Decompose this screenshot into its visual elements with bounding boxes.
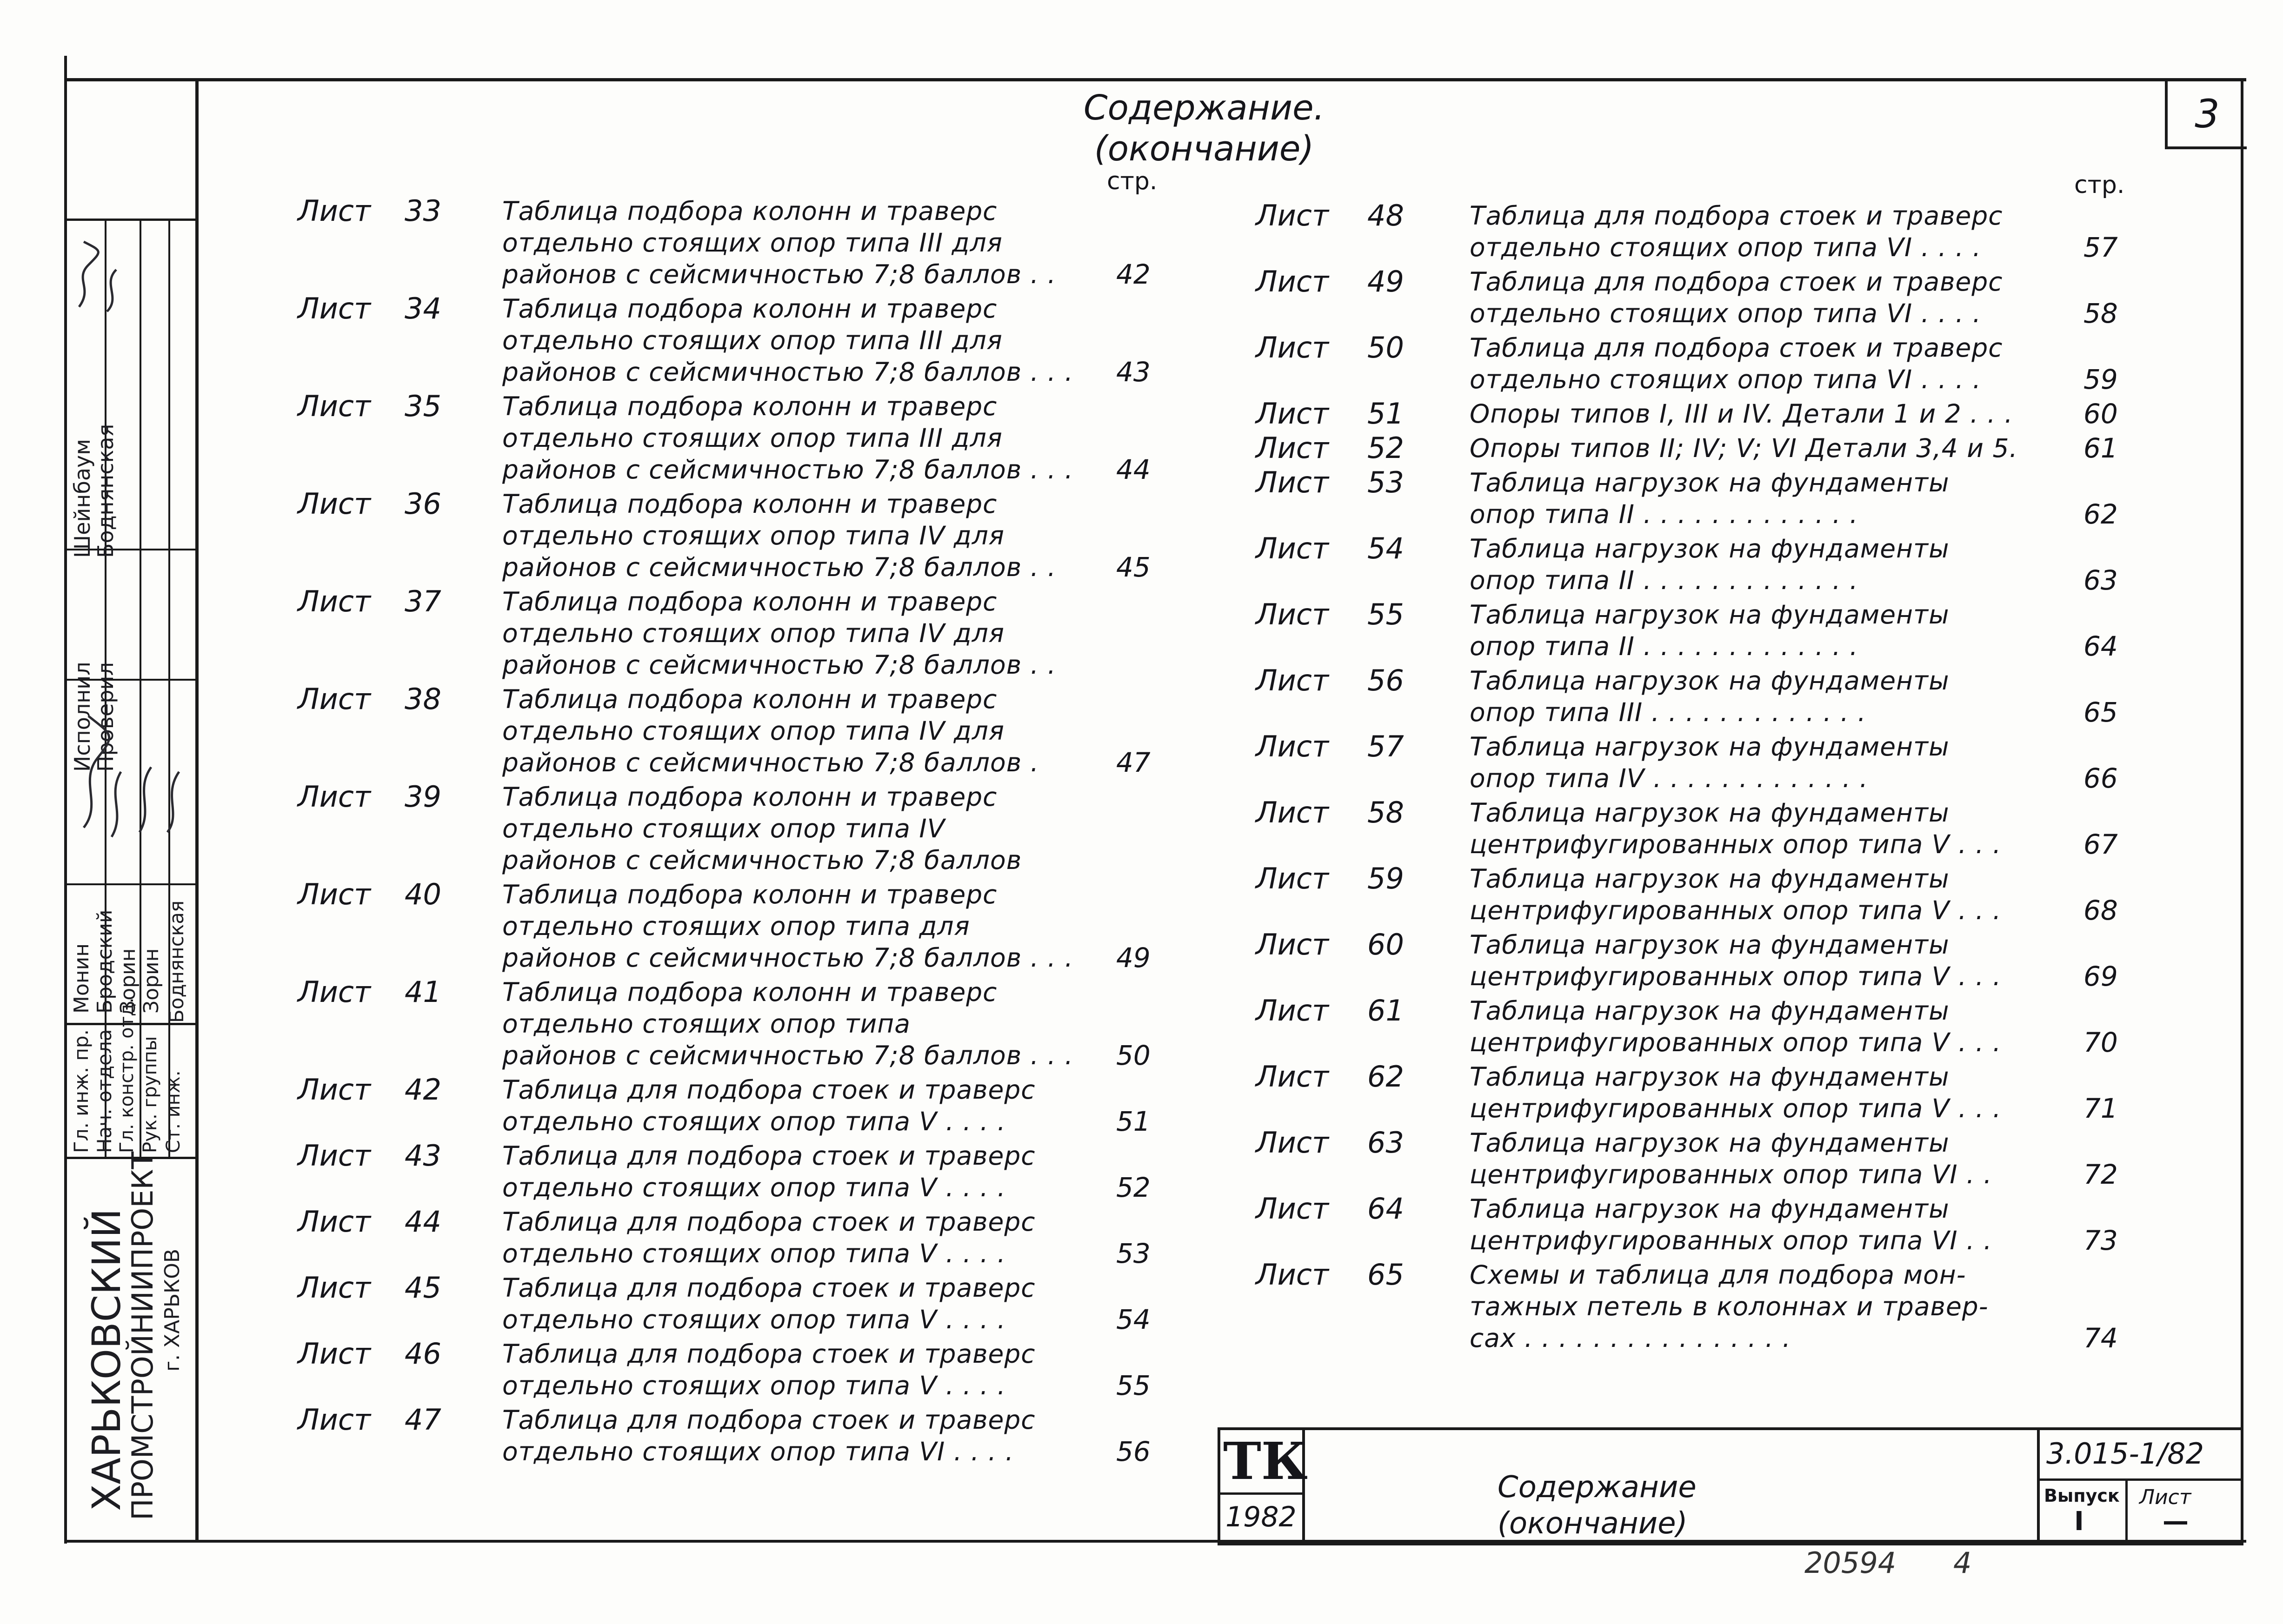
entry-description-line: отдельно стоящих опор типа VI . . . . bbox=[1470, 298, 1982, 328]
entry-description-line: отдельно стоящих опор типа VI . . . . bbox=[502, 1437, 1014, 1466]
entry-label: Лист bbox=[298, 682, 371, 716]
entry-description bbox=[1470, 200, 2003, 263]
entry-description bbox=[502, 1140, 1036, 1203]
entry-sheet-number: 40 bbox=[405, 877, 441, 911]
entry-page-number: 52 bbox=[1116, 1172, 1151, 1203]
stamp-name2-1: Боднянская bbox=[93, 424, 118, 558]
entry-description-line: Таблица подбора колонн и траверс bbox=[502, 782, 998, 812]
entry-page-number: 42 bbox=[1116, 259, 1151, 290]
entry-page-number: 55 bbox=[1116, 1370, 1151, 1401]
entry-description bbox=[1470, 995, 2001, 1058]
stamp-role2-1: Проверил bbox=[93, 662, 118, 772]
entry-label: Лист bbox=[1256, 531, 1329, 565]
entry-sheet-number: 63 bbox=[1367, 1126, 1404, 1160]
entry-description bbox=[502, 586, 1056, 681]
col-label-right: стр. bbox=[2074, 171, 2125, 199]
entry-label: Лист bbox=[1256, 862, 1329, 895]
entry-description-line: Таблица для подбора стоек и траверс bbox=[502, 1339, 1036, 1369]
stamp-name-2: Зорин bbox=[116, 948, 140, 1014]
entry-description bbox=[502, 781, 1022, 876]
entry-description-line: Таблица для подбора стоек и траверс bbox=[1470, 201, 2003, 231]
entry-description bbox=[1470, 863, 2001, 926]
entry-description-line: центрифугированных опор типа V . . . bbox=[1470, 895, 2002, 925]
entry-description bbox=[502, 1338, 1036, 1401]
entry-description bbox=[1470, 665, 1950, 728]
title-block-title bbox=[1498, 1469, 1697, 1542]
entry-description bbox=[502, 195, 1056, 290]
entry-page-number: 45 bbox=[1116, 551, 1151, 583]
stamp-name2-0: Шейнбаум bbox=[70, 439, 95, 558]
entry-sheet-number: 56 bbox=[1367, 663, 1404, 697]
entry-label: Лист bbox=[1256, 431, 1329, 465]
entry-label: Лист bbox=[1256, 928, 1329, 961]
entry-description-line: опор типа II . . . . . . . . . . . . . bbox=[1470, 499, 1858, 529]
entry-label: Лист bbox=[1256, 265, 1329, 298]
entry-description-line: Таблица нагрузок на фундаменты bbox=[1470, 864, 1950, 894]
entry-page-number: 50 bbox=[1116, 1040, 1151, 1071]
entry-page-number: 70 bbox=[2083, 1027, 2118, 1058]
tb-divider-2 bbox=[2037, 1427, 2040, 1543]
year: 1982 bbox=[1225, 1501, 1297, 1533]
entry-page-number: 60 bbox=[2083, 398, 2118, 430]
stamp-name-0: Монин bbox=[70, 943, 93, 1014]
entry-page-number: 61 bbox=[2083, 432, 2118, 464]
signature-marks bbox=[65, 223, 195, 874]
archive-number: 20594 bbox=[1804, 1546, 1897, 1580]
entry-page-number: 68 bbox=[2083, 895, 2118, 926]
entry-sheet-number: 43 bbox=[405, 1139, 441, 1173]
entry-sheet-number: 42 bbox=[405, 1073, 441, 1107]
entry-label: Лист bbox=[298, 1139, 371, 1173]
series-code: ТК bbox=[1223, 1431, 1308, 1491]
entry-description bbox=[502, 879, 1073, 974]
entry-description-line: Таблица подбора колонн и траверс bbox=[502, 196, 998, 226]
entry-label: Лист bbox=[298, 292, 371, 325]
entry-label: Лист bbox=[1256, 729, 1329, 763]
entry-label: Лист bbox=[298, 487, 371, 521]
entry-label: Лист bbox=[1256, 1126, 1329, 1160]
entry-description-line: Таблица подбора колонн и траверс bbox=[502, 880, 998, 909]
entry-description-line: Таблица для подбора стоек и траверс bbox=[502, 1273, 1036, 1303]
entry-description-line: Таблица для подбора стоек и траверс bbox=[502, 1075, 1036, 1105]
entry-description-line: Таблица для подбора стоек и траверс bbox=[502, 1405, 1036, 1435]
entry-label: Лист bbox=[1256, 1258, 1329, 1292]
entry-description-line: районов с сейсмичностью 7;8 баллов . . bbox=[502, 259, 1057, 289]
entry-label: Лист bbox=[298, 1271, 371, 1305]
entry-description bbox=[1470, 332, 2003, 395]
entry-sheet-number: 45 bbox=[405, 1271, 441, 1305]
entry-page-number: 49 bbox=[1116, 942, 1151, 974]
entry-description-line: отдельно стоящих опор типа VI . . . . bbox=[1470, 365, 1982, 394]
entry-description-line: Таблица нагрузок на фундаменты bbox=[1470, 1062, 1950, 1092]
entry-description-line: Таблица нагрузок на фундаменты bbox=[1470, 798, 1950, 828]
page-title bbox=[1084, 87, 1325, 169]
entry-description-line: отдельно стоящих опор типа VI . . . . bbox=[1470, 232, 1982, 262]
tb-divider-3 bbox=[1218, 1492, 1305, 1495]
stamp-name-1: Бродский bbox=[93, 909, 117, 1014]
issue-value: I bbox=[2074, 1506, 2084, 1537]
entry-description-line: центрифугированных опор типа V . . . bbox=[1470, 829, 2002, 859]
entry-description-line: Таблица подбора колонн и траверс bbox=[502, 489, 998, 519]
entry-description bbox=[1470, 533, 1950, 596]
entry-description bbox=[502, 1404, 1036, 1467]
frame-left-inner bbox=[195, 78, 199, 1543]
entry-label: Лист bbox=[298, 1073, 371, 1107]
entry-description-line: Схемы и таблица для подбора мон- bbox=[1470, 1260, 1966, 1290]
entry-description-line: Таблица нагрузок на фундаменты bbox=[1470, 930, 1950, 960]
tb-title-line-2: (окончание) bbox=[1498, 1506, 1688, 1541]
entry-sheet-number: 62 bbox=[1367, 1060, 1404, 1094]
entry-description bbox=[1470, 432, 2018, 464]
entry-description-line: Таблица для подбора стоек и траверс bbox=[1470, 267, 2003, 297]
entry-description-line: районов с сейсмичностью 7;8 баллов bbox=[502, 845, 1022, 875]
entry-description-line: сах . . . . . . . . . . . . . . . . bbox=[1470, 1323, 1791, 1353]
entry-description bbox=[1470, 599, 1950, 662]
entry-description-line: Таблица нагрузок на фундаменты bbox=[1470, 1128, 1950, 1158]
entry-page-number: 64 bbox=[2083, 630, 2118, 662]
stamp-line-h1 bbox=[65, 219, 196, 221]
entry-description-line: центрифугированных опор типа VI . . bbox=[1470, 1226, 1992, 1255]
entry-sheet-number: 49 bbox=[1367, 265, 1404, 298]
entry-page-number: 53 bbox=[1116, 1238, 1151, 1269]
entry-description-line: отдельно стоящих опор типа V . . . . bbox=[502, 1239, 1006, 1268]
entry-sheet-number: 61 bbox=[1367, 994, 1404, 1027]
entry-description-line: районов с сейсмичностью 7;8 баллов . bbox=[502, 748, 1039, 777]
issue-label: Выпуск bbox=[2044, 1485, 2120, 1506]
entry-description bbox=[502, 293, 1073, 388]
entry-sheet-number: 57 bbox=[1367, 729, 1404, 763]
entry-description bbox=[502, 488, 1056, 583]
tb-divider-5 bbox=[2125, 1478, 2128, 1541]
entry-description-line: отдельно стоящих опор типа V . . . . bbox=[502, 1371, 1006, 1400]
entry-description-line: Таблица для подбора стоек и траверс bbox=[502, 1207, 1036, 1237]
entry-page-number: 66 bbox=[2083, 762, 2118, 794]
stamp-line-h5 bbox=[65, 883, 196, 885]
entry-description bbox=[1470, 467, 1950, 530]
entry-page-number: 65 bbox=[2083, 696, 2118, 728]
entry-description-line: тажных петель в колоннах и травер- bbox=[1470, 1292, 1989, 1321]
entry-description-line: Таблица нагрузок на фундаменты bbox=[1470, 468, 1950, 497]
stamp-role2-0: Исполнил bbox=[70, 662, 95, 772]
entry-description-line: Таблица подбора колонн и траверс bbox=[502, 391, 998, 421]
org-name-line3: г. ХАРЬКОВ bbox=[160, 1248, 184, 1372]
title-line-2: (окончание) bbox=[1094, 129, 1314, 169]
entry-sheet-number: 50 bbox=[1367, 331, 1404, 365]
stamp-role-2: Гл. констр. отд. bbox=[116, 997, 138, 1153]
entry-sheet-number: 36 bbox=[405, 487, 441, 521]
entry-label: Лист bbox=[298, 1403, 371, 1437]
entry-description bbox=[502, 1272, 1036, 1335]
entry-description-line: Таблица нагрузок на фундаменты bbox=[1470, 996, 1950, 1026]
entry-page-number: 54 bbox=[1116, 1304, 1151, 1335]
entry-description-line: Опоры типов I, III и IV. Детали 1 и 2 . . . bbox=[1470, 399, 2013, 429]
entry-description-line: отдельно стоящих опор типа IV bbox=[502, 814, 945, 843]
entry-label: Лист bbox=[1256, 795, 1329, 829]
entry-description-line: Опоры типов II; IV; V; VI Детали 3,4 и 5. bbox=[1470, 433, 2018, 463]
entry-label: Лист bbox=[1256, 331, 1329, 365]
stamp-role-1: Нач. отдела bbox=[93, 1029, 116, 1153]
org-name-line1: ХАРЬКОВСКИЙ bbox=[84, 1208, 129, 1511]
entry-sheet-number: 52 bbox=[1367, 431, 1404, 465]
entry-description-line: Таблица нагрузок на фундаменты bbox=[1470, 666, 1950, 696]
entry-description-line: отдельно стоящих опор типа bbox=[502, 1009, 911, 1039]
entry-label: Лист bbox=[298, 194, 371, 228]
entry-page-number: 67 bbox=[2083, 829, 2118, 860]
entry-description-line: районов с сейсмичностью 7;8 баллов . . bbox=[502, 552, 1057, 582]
entry-label: Лист bbox=[1256, 199, 1329, 232]
entry-description-line: опор типа IV . . . . . . . . . . . . . bbox=[1470, 763, 1868, 793]
entry-sheet-number: 35 bbox=[405, 389, 441, 423]
entry-sheet-number: 53 bbox=[1367, 465, 1404, 499]
entry-page-number: 72 bbox=[2083, 1159, 2118, 1190]
entry-sheet-number: 39 bbox=[405, 780, 441, 814]
entry-label: Лист bbox=[1256, 663, 1329, 697]
entry-description-line: Таблица для подбора стоек и траверс bbox=[1470, 333, 2003, 363]
sheet-label: Лист bbox=[2139, 1485, 2191, 1509]
entry-label: Лист bbox=[1256, 994, 1329, 1027]
entry-description-line: отдельно стоящих опор типа IV для bbox=[502, 716, 1005, 746]
entry-sheet-number: 64 bbox=[1367, 1192, 1404, 1226]
entry-description-line: отдельно стоящих опор типа V . . . . bbox=[502, 1305, 1006, 1334]
entry-sheet-number: 44 bbox=[405, 1205, 441, 1239]
entry-page-number: 73 bbox=[2083, 1225, 2118, 1256]
entry-description bbox=[502, 683, 1039, 778]
entry-description bbox=[502, 1206, 1036, 1269]
entry-description-line: отдельно стоящих опор типа III для bbox=[502, 325, 1003, 355]
entry-label: Лист bbox=[298, 780, 371, 814]
stamp-role-0: Гл. инж. пр. bbox=[70, 1029, 93, 1153]
entry-description-line: Таблица нагрузок на фундаменты bbox=[1470, 1194, 1950, 1224]
entry-label: Лист bbox=[1256, 1192, 1329, 1226]
entry-description-line: Таблица подбора колонн и траверс bbox=[502, 294, 998, 324]
entry-label: Лист bbox=[1256, 1060, 1329, 1094]
entry-page-number: 69 bbox=[2083, 961, 2118, 992]
stamp-role-4: Ст. инж. bbox=[163, 1070, 184, 1153]
stamp-role-3: Рук. группы bbox=[140, 1036, 161, 1153]
entry-description-line: опор типа II . . . . . . . . . . . . . bbox=[1470, 565, 1858, 595]
entry-page-number: 63 bbox=[2083, 564, 2118, 596]
entry-description-line: Таблица нагрузок на фундаменты bbox=[1470, 534, 1950, 563]
entry-sheet-number: 60 bbox=[1367, 928, 1404, 961]
entry-description-line: центрифугированных опор типа VI . . bbox=[1470, 1160, 1992, 1189]
entry-page-number: 44 bbox=[1116, 454, 1151, 485]
entry-description-line: опор типа II . . . . . . . . . . . . . bbox=[1470, 631, 1858, 661]
entry-sheet-number: 41 bbox=[405, 975, 441, 1009]
copy-number: 4 bbox=[1953, 1546, 1972, 1580]
entry-description-line: Таблица подбора колонн и траверс bbox=[502, 977, 998, 1007]
entry-sheet-number: 33 bbox=[405, 194, 441, 228]
entry-description-line: отдельно стоящих опор типа V . . . . bbox=[502, 1107, 1006, 1136]
entry-description-line: Таблица нагрузок на фундаменты bbox=[1470, 732, 1950, 762]
entry-description-line: районов с сейсмичностью 7;8 баллов . . . bbox=[502, 455, 1074, 484]
entry-sheet-number: 48 bbox=[1367, 199, 1404, 232]
org-name-line2: ПРОМСТРОЙНИИПРОЕКТ bbox=[126, 1151, 160, 1520]
entry-label: Лист bbox=[298, 584, 371, 618]
page-number: 3 bbox=[2165, 81, 2247, 149]
col-label-left: стр. bbox=[1107, 167, 1158, 195]
entry-sheet-number: 38 bbox=[405, 682, 441, 716]
entry-page-number: 74 bbox=[2083, 1322, 2118, 1354]
entry-description bbox=[1470, 1259, 1989, 1354]
entry-description bbox=[502, 1074, 1036, 1137]
entry-description bbox=[1470, 1061, 2001, 1124]
entry-description-line: центрифугированных опор типа V . . . bbox=[1470, 961, 2002, 991]
stamp-name-4: Боднянская bbox=[165, 900, 188, 1023]
entry-page-number: 58 bbox=[2083, 298, 2118, 329]
stamp-name-3: Зорин bbox=[140, 948, 163, 1014]
entry-description bbox=[502, 391, 1073, 485]
entry-page-number: 56 bbox=[1116, 1436, 1151, 1467]
entry-description bbox=[1470, 731, 1950, 794]
tb-title-line-1: Содержание bbox=[1498, 1470, 1697, 1505]
entry-description bbox=[1470, 398, 2013, 430]
entry-label: Лист bbox=[298, 1337, 371, 1371]
entry-page-number: 62 bbox=[2083, 498, 2118, 530]
entry-sheet-number: 65 bbox=[1367, 1258, 1404, 1292]
entry-description bbox=[1470, 797, 2001, 860]
entry-description bbox=[1470, 1127, 1992, 1190]
entry-sheet-number: 37 bbox=[405, 584, 441, 618]
entry-label: Лист bbox=[1256, 465, 1329, 499]
entry-description bbox=[1470, 929, 2001, 992]
entry-description-line: районов с сейсмичностью 7;8 баллов . . . bbox=[502, 357, 1074, 387]
entry-description-line: отдельно стоящих опор типа III для bbox=[502, 228, 1003, 258]
entry-label: Лист bbox=[298, 877, 371, 911]
entry-description-line: опор типа III . . . . . . . . . . . . . bbox=[1470, 697, 1866, 727]
entry-label: Лист bbox=[1256, 597, 1329, 631]
entry-label: Лист bbox=[298, 975, 371, 1009]
entry-page-number: 59 bbox=[2083, 364, 2118, 395]
entry-sheet-number: 34 bbox=[405, 292, 441, 325]
doc-code: 3.015-1/82 bbox=[2046, 1437, 2204, 1471]
entry-sheet-number: 59 bbox=[1367, 862, 1404, 895]
entry-sheet-number: 58 bbox=[1367, 795, 1404, 829]
entry-description-line: отдельно стоящих опор типа V . . . . bbox=[502, 1173, 1006, 1202]
entry-page-number: 47 bbox=[1116, 747, 1151, 778]
entry-description-line: отдельно стоящих опор типа для bbox=[502, 911, 970, 941]
entry-description-line: Таблица нагрузок на фундаменты bbox=[1470, 600, 1950, 630]
entry-description-line: Таблица для подбора стоек и траверс bbox=[502, 1141, 1036, 1171]
entry-page-number: 57 bbox=[2083, 232, 2118, 263]
entry-label: Лист bbox=[298, 1205, 371, 1239]
frame-right bbox=[2241, 78, 2243, 1543]
entry-description-line: районов с сейсмичностью 7;8 баллов . . bbox=[502, 650, 1057, 680]
entry-sheet-number: 55 bbox=[1367, 597, 1404, 631]
entry-page-number: 71 bbox=[2083, 1093, 2118, 1124]
entry-description-line: Таблица подбора колонн и траверс bbox=[502, 684, 998, 714]
entry-description-line: отдельно стоящих опор типа IV для bbox=[502, 618, 1005, 648]
entry-description-line: районов с сейсмичностью 7;8 баллов . . . bbox=[502, 943, 1074, 973]
entry-description-line: районов с сейсмичностью 7;8 баллов . . . bbox=[502, 1041, 1074, 1070]
title-line-1: Содержание. bbox=[1084, 88, 1325, 128]
entry-description bbox=[1470, 266, 2003, 329]
entry-description-line: Таблица подбора колонн и траверс bbox=[502, 587, 998, 616]
entry-description bbox=[1470, 1193, 1992, 1256]
entry-description-line: центрифугированных опор типа V . . . bbox=[1470, 1027, 2002, 1057]
tb-divider-4 bbox=[2037, 1478, 2242, 1481]
entry-sheet-number: 47 bbox=[405, 1403, 441, 1437]
entry-label: Лист bbox=[298, 389, 371, 423]
frame-top bbox=[65, 78, 2246, 81]
entry-description bbox=[502, 976, 1073, 1071]
entry-label: Лист bbox=[1256, 397, 1329, 431]
sheet-value: — bbox=[2163, 1506, 2189, 1537]
entry-page-number: 51 bbox=[1116, 1106, 1151, 1137]
entry-description-line: отдельно стоящих опор типа IV для bbox=[502, 521, 1005, 550]
entry-description-line: отдельно стоящих опор типа III для bbox=[502, 423, 1003, 453]
entry-sheet-number: 54 bbox=[1367, 531, 1404, 565]
entry-page-number: 43 bbox=[1116, 356, 1151, 388]
entry-description-line: центрифугированных опор типа V . . . bbox=[1470, 1094, 2002, 1123]
entry-sheet-number: 51 bbox=[1367, 397, 1404, 431]
entry-sheet-number: 46 bbox=[405, 1337, 441, 1371]
